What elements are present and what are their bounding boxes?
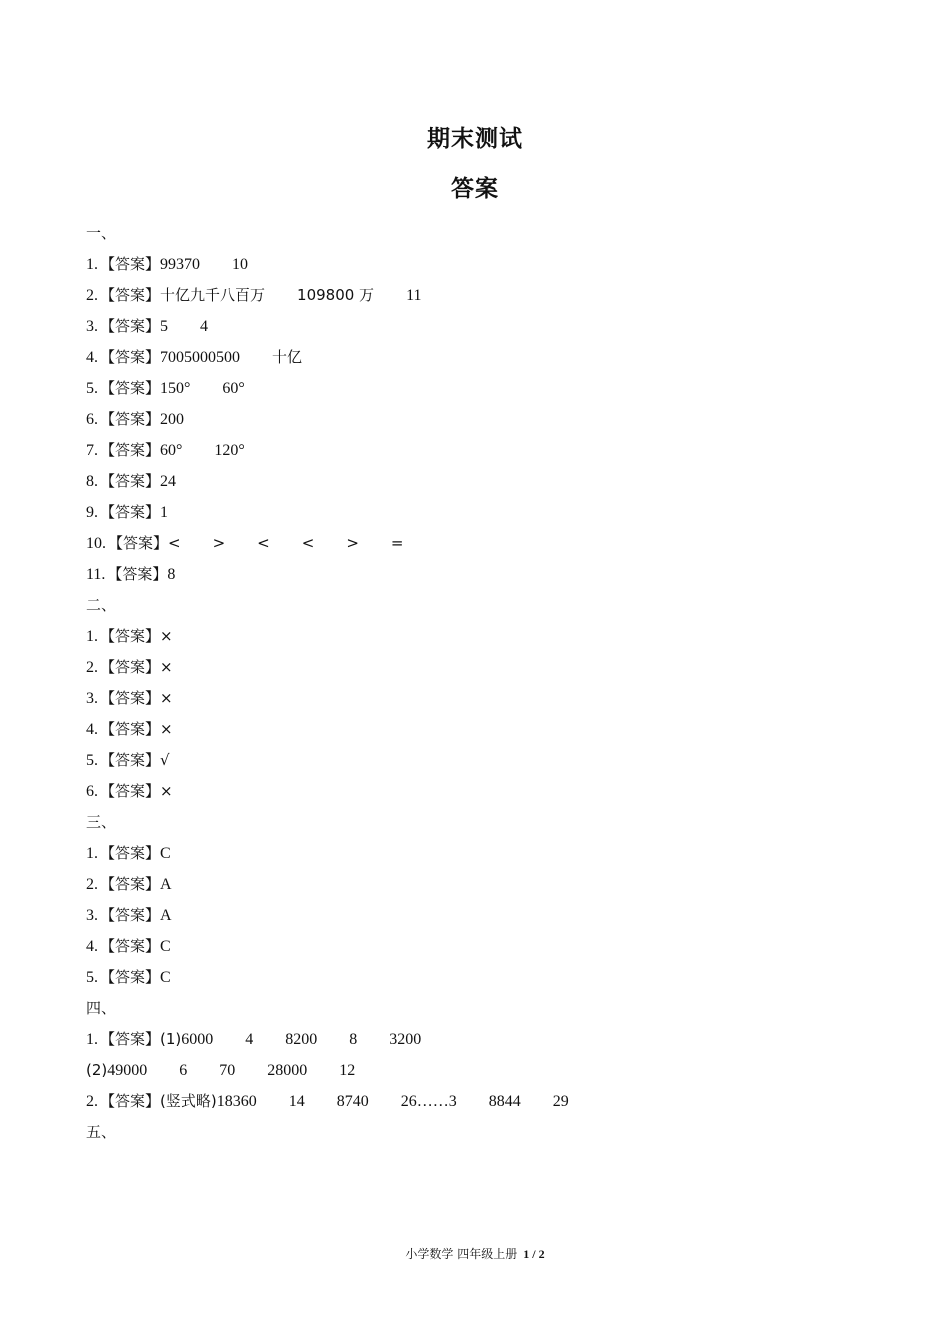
answer-line (86, 714, 886, 745)
answer-prefix: (1) (160, 1030, 182, 1048)
answer-value: 4 (200, 318, 209, 335)
answer-value: 7005000500 (160, 349, 241, 366)
answer-tag: 【答案】 (100, 255, 161, 273)
question-number: 1. (86, 845, 98, 862)
answer-value: 99370 (160, 256, 201, 273)
answer-value: 6000 (181, 1031, 214, 1048)
answer-line (86, 900, 886, 931)
answer-value: 28000 (267, 1062, 308, 1079)
question-number: 3. (86, 318, 98, 335)
answer-value: < (257, 534, 270, 552)
answer-line (86, 559, 886, 590)
answer-tag: 【答案】 (100, 875, 161, 893)
answer-line (86, 1055, 886, 1086)
answer-prefix: (2) (86, 1061, 108, 1079)
answer-tag: 【答案】 (100, 627, 161, 645)
answer-line (86, 1024, 886, 1055)
answer-value: 150° (160, 380, 191, 397)
question-number: 2. (86, 659, 98, 676)
section-heading: 二、 (86, 596, 117, 614)
answer-value: 12 (339, 1062, 356, 1079)
question-number: 5. (86, 752, 98, 769)
answer-tag: 【答案】 (100, 503, 161, 521)
answer-value: < (301, 534, 315, 552)
answer-line (86, 931, 886, 962)
answer-tag: 【答案】 (100, 286, 161, 304)
question-number: 4. (86, 721, 98, 738)
answer-tag: 【答案】 (100, 379, 161, 397)
answer-value: 200 (160, 411, 185, 428)
answer-value: C (160, 938, 171, 955)
question-number: 1. (86, 628, 98, 645)
question-number: 6. (86, 783, 98, 800)
answer-value: 10 (232, 256, 249, 273)
page-number: 1 / 2 (523, 1247, 545, 1261)
answer-value: 6 (179, 1062, 188, 1079)
answer-prefix: (竖式略) (160, 1092, 217, 1110)
question-number: 4. (86, 938, 98, 955)
answer-tag: 【答案】 (100, 410, 161, 428)
answer-line (86, 528, 886, 559)
answer-line (86, 869, 886, 900)
page-title: 期末测试 (427, 126, 523, 152)
question-number: 9. (86, 504, 98, 521)
answer-line (86, 776, 886, 807)
question-number: 3. (86, 690, 98, 707)
answer-tag: 【答案】 (100, 937, 161, 955)
answer-line (86, 404, 886, 435)
answer-line (86, 373, 886, 404)
answer-tag: 【答案】 (100, 968, 161, 986)
answer-value: × (160, 689, 173, 707)
question-number: 2. (86, 1093, 98, 1110)
answer-value: = (390, 534, 404, 552)
answer-value: 8844 (488, 1093, 521, 1110)
answer-tag: 【答案】 (100, 782, 161, 800)
page-footer (0, 1248, 950, 1260)
answer-line (86, 435, 886, 466)
answer-value: 60° (160, 442, 183, 459)
answer-line (86, 497, 886, 528)
answer-value: C (160, 969, 171, 986)
answer-value: 8740 (336, 1093, 369, 1110)
answer-value: × (160, 658, 173, 676)
answer-value: 60° (222, 380, 245, 397)
footer-text: 小学数学 四年级上册 (405, 1247, 518, 1261)
question-number: 6. (86, 411, 98, 428)
answer-tag: 【答案】 (100, 844, 161, 862)
answer-value: 8200 (285, 1031, 318, 1048)
answer-value: 14 (288, 1093, 305, 1110)
answer-value: 3200 (389, 1031, 422, 1048)
answer-tag: 【答案】 (107, 565, 168, 583)
question-number: 8. (86, 473, 98, 490)
answer-tag: 【答案】 (100, 1092, 161, 1110)
answer-line (86, 342, 886, 373)
question-number: 10. (86, 535, 106, 552)
answer-line (86, 466, 886, 497)
answer-line (86, 621, 886, 652)
answer-value: 十亿九千八百万 (160, 286, 266, 304)
answer-value: 11 (406, 287, 422, 304)
answer-value: 109800 万 (297, 286, 375, 304)
answer-value: A (160, 876, 172, 893)
answer-line (86, 249, 886, 280)
answer-tag: 【答案】 (100, 658, 161, 676)
section-heading: 三、 (86, 813, 117, 831)
question-number: 3. (86, 907, 98, 924)
question-number: 2. (86, 876, 98, 893)
answer-value: 5 (160, 318, 169, 335)
answer-value: × (160, 627, 173, 645)
question-number: 5. (86, 969, 98, 986)
answer-tag: 【答案】 (100, 906, 161, 924)
answer-tag: 【答案】 (100, 689, 161, 707)
answer-tag: 【答案】 (108, 534, 169, 552)
answer-value: 1 (160, 504, 169, 521)
answer-line (86, 280, 886, 311)
answer-value: 26……3 (400, 1093, 457, 1110)
answer-value: > (212, 534, 226, 552)
answer-line (86, 683, 886, 714)
answer-value: 8 (167, 566, 176, 583)
question-number: 1. (86, 256, 98, 273)
answer-value: 8 (349, 1031, 358, 1048)
question-number: 1. (86, 1031, 98, 1048)
answer-line (86, 962, 886, 993)
answer-tag: 【答案】 (100, 1030, 161, 1048)
answer-tag: 【答案】 (100, 441, 161, 459)
answer-value: C (160, 845, 171, 862)
section-heading: 四、 (86, 999, 117, 1017)
answer-value: < (168, 534, 181, 552)
question-number: 11. (86, 566, 106, 583)
answer-value: 十亿 (272, 348, 303, 366)
answer-tag: 【答案】 (100, 348, 161, 366)
answer-value: 4 (245, 1031, 254, 1048)
answer-value: 120° (214, 442, 245, 459)
answer-tag: 【答案】 (100, 317, 161, 335)
section-heading: 一、 (86, 224, 117, 242)
answer-line (86, 838, 886, 869)
page-subtitle: 答案 (451, 176, 499, 202)
answer-list (86, 218, 886, 1148)
answer-value: 29 (552, 1093, 569, 1110)
answer-line (86, 745, 886, 776)
answer-value: 70 (219, 1062, 236, 1079)
answer-value: 18360 (216, 1093, 257, 1110)
section-heading: 五、 (86, 1123, 117, 1141)
answer-line (86, 652, 886, 683)
question-number: 5. (86, 380, 98, 397)
answer-value: 24 (160, 473, 177, 490)
answer-line (86, 311, 886, 342)
answer-tag: 【答案】 (100, 720, 161, 738)
question-number: 7. (86, 442, 98, 459)
answer-value: √ (160, 751, 170, 769)
answer-tag: 【答案】 (100, 751, 161, 769)
answer-value: × (160, 720, 173, 738)
question-number: 2. (86, 287, 98, 304)
question-number: 4. (86, 349, 98, 366)
answer-value: × (160, 782, 173, 800)
answer-tag: 【答案】 (100, 472, 161, 490)
answer-value: 49000 (107, 1062, 148, 1079)
answer-line (86, 1086, 886, 1117)
answer-value: A (160, 907, 172, 924)
answer-value: > (346, 534, 359, 552)
